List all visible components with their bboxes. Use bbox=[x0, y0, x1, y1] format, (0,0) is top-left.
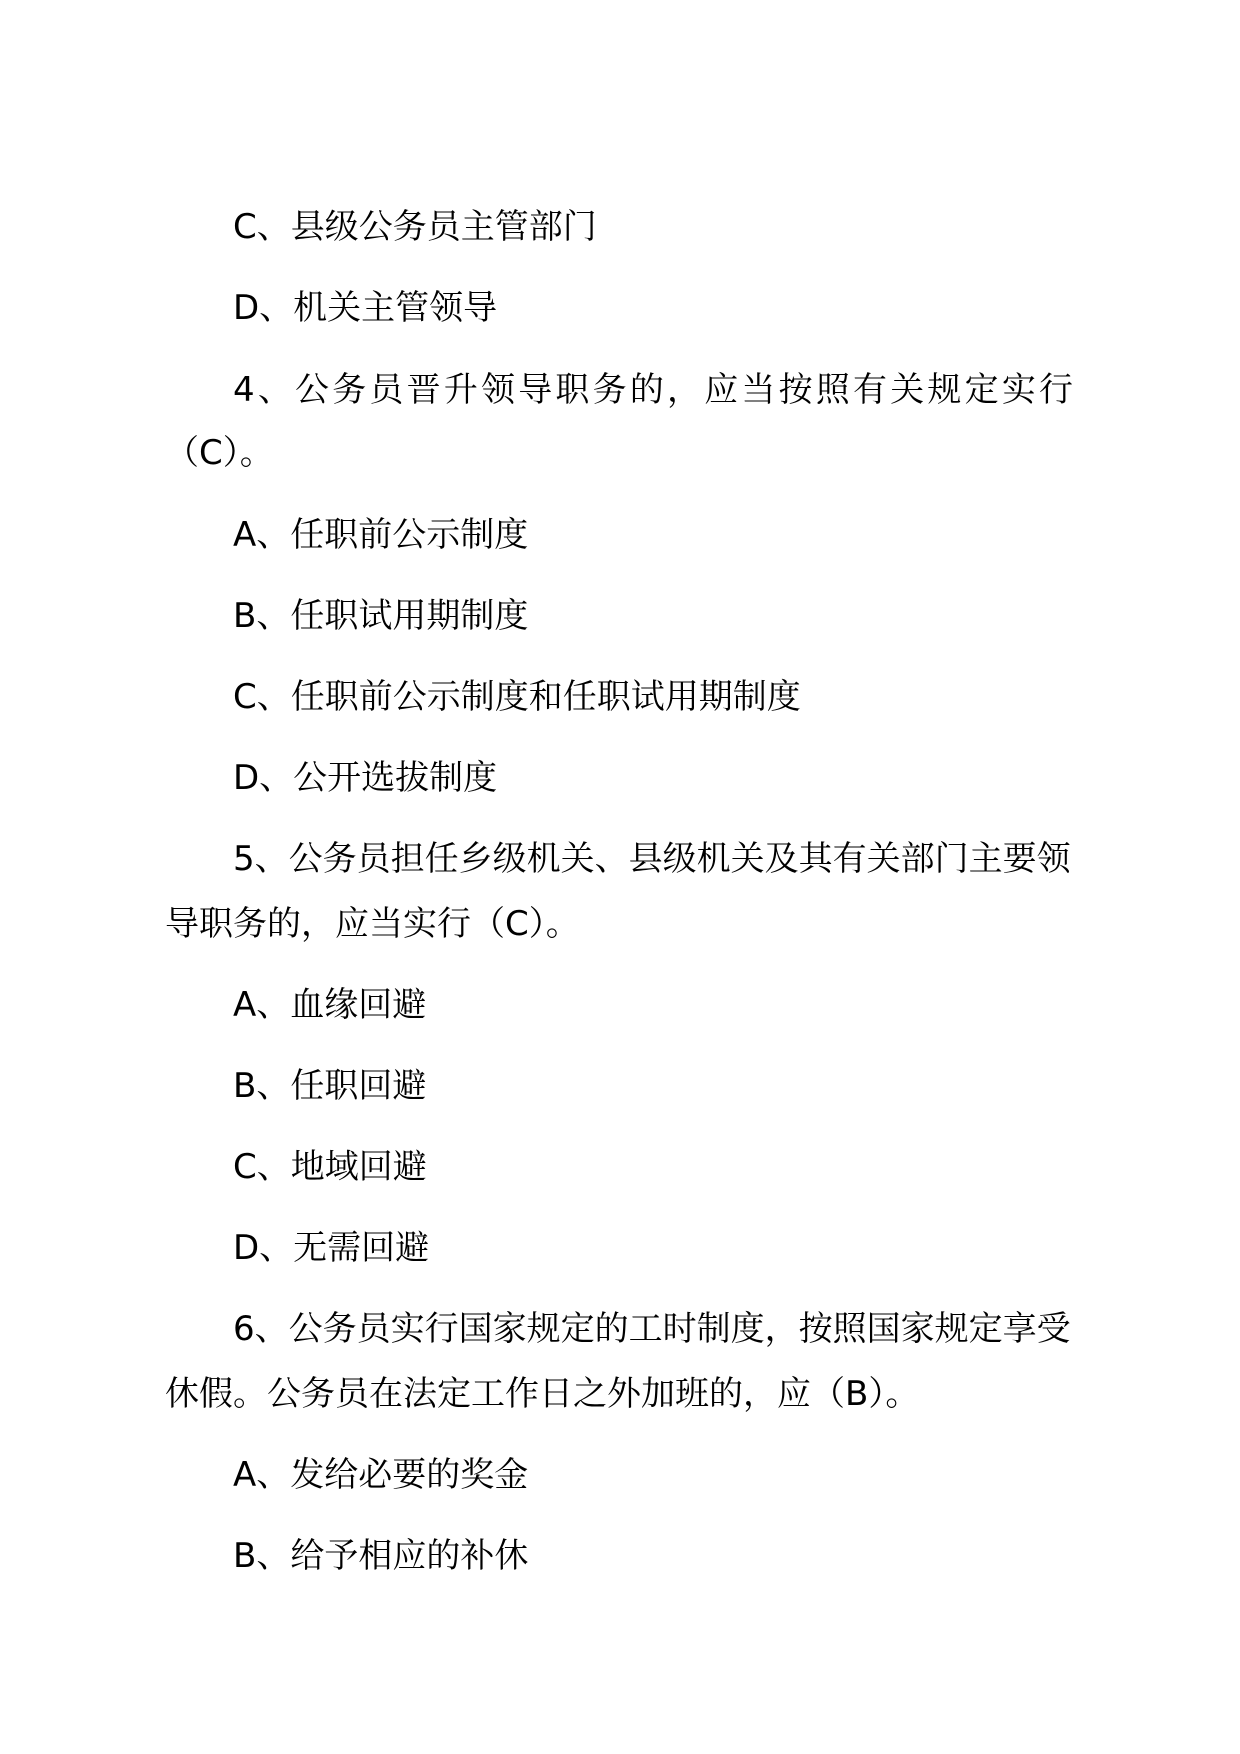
option-line: C、县级公务员主管部门 bbox=[233, 207, 597, 247]
option-line: C、任职前公示制度和任职试用期制度 bbox=[233, 677, 801, 717]
option-line: A、发给必要的奖金 bbox=[233, 1455, 529, 1495]
option-line: C、地域回避 bbox=[233, 1147, 427, 1187]
question-line: 4、公务员晋升领导职务的，应当按照有关规定实行 bbox=[233, 370, 1077, 410]
question-line: 5、公务员担任乡级机关、县级机关及其有关部门主要领 bbox=[233, 839, 1071, 879]
option-line: B、给予相应的补休 bbox=[233, 1536, 529, 1576]
option-line: D、机关主管领导 bbox=[233, 288, 498, 328]
option-line: A、任职前公示制度 bbox=[233, 515, 529, 555]
option-line: B、任职试用期制度 bbox=[233, 596, 529, 636]
option-line: D、无需回避 bbox=[233, 1228, 430, 1268]
option-line: B、任职回避 bbox=[233, 1066, 427, 1106]
question-line: 6、公务员实行国家规定的工时制度，按照国家规定享受 bbox=[233, 1309, 1071, 1349]
question-line: 休假。公务员在法定工作日之外加班的，应（B）。 bbox=[165, 1374, 920, 1414]
question-line: （C）。 bbox=[165, 433, 274, 473]
question-line: 导职务的，应当实行（C）。 bbox=[165, 904, 580, 944]
option-line: A、血缘回避 bbox=[233, 985, 427, 1025]
option-line: D、公开选拔制度 bbox=[233, 758, 498, 798]
